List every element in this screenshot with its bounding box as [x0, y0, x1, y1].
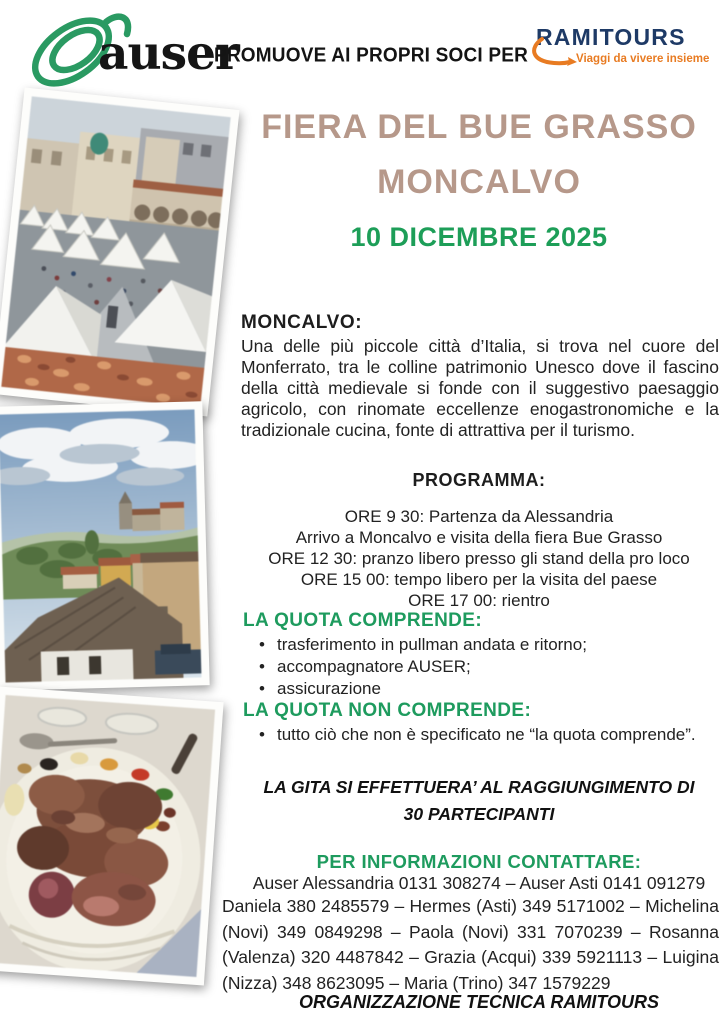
promo-text: PROMUOVE AI PROPRI SOCI PER [214, 44, 529, 67]
includes-item: • trasferimento in pullman andata e ritorno; [243, 634, 721, 656]
participants-note: LA GITA SI EFFETTUERA’ AL RAGGIUNGIMENTO DI 30 PARTECIPANTI [263, 777, 695, 824]
excludes-list [243, 724, 721, 746]
contacts-heading: PER INFORMAZIONI CONTATTARE: [316, 851, 642, 872]
includes-list [243, 634, 721, 700]
ramitours-swoosh-icon [528, 37, 580, 73]
photo-bollito-dish [0, 686, 224, 985]
contacts-body: Daniela 380 2485579 – Hermes (Asti) 349 5171002 – Michelina (Novi) 349 0849298 – Paola (Novi) 331 7070239 – Rosanna (Valenza) 320 4487842 – Grazia (Acqui) 339 5921113 – Luigina (Nizza) 348 8623095 – Maria (Trino) 347 1579229 [222, 896, 719, 993]
excludes-heading: LA QUOTA NON COMPRENDE: [243, 700, 532, 721]
contacts-offices: Auser Alessandria 0131 308274 – Auser Asti 0141 091279 [252, 873, 706, 893]
includes-section [243, 610, 721, 700]
program-list [240, 506, 718, 611]
event-title-line1: FIERA DEL BUE GRASSO [261, 108, 697, 146]
ramitours-logo [536, 24, 721, 73]
photo-fiera-tents [0, 88, 240, 417]
program-heading: PROGRAMMA: [412, 470, 546, 490]
about-section [241, 312, 719, 441]
includes-item: • assicurazione [243, 678, 721, 700]
program-item: ORE 9 30: Partenza da Alessandria [344, 507, 614, 526]
photo-moncalvo-village [0, 401, 210, 690]
includes-heading: LA QUOTA COMPRENDE: [243, 610, 483, 631]
ramitours-logo-text: RAMITOURS [536, 24, 686, 50]
about-paragraph: Una delle più piccole città d’Italia, si trova nel cuore del Monferrato, tra le colline patrimonio Unesco dove il fascino della città medievale si fonde con il suggestivo paesaggio agricolo, con rinomate eccellenze enogastronomiche e la tradizionale cucina, fonte di attrattiva per il turismo. [241, 336, 719, 440]
ramitours-tagline: Viaggi da vivere insieme [576, 53, 710, 65]
program-item: ORE 15 00: tempo libero per la visita del paese [300, 570, 658, 589]
excludes-item: • tutto ciò che non è specificato ne “la quota comprende”. [243, 724, 721, 746]
event-title-line2: MONCALVO [377, 163, 581, 201]
includes-item: • accompagnatore AUSER; [243, 656, 721, 678]
footer-organization: ORGANIZZAZIONE TECNICA RAMITOURS [299, 992, 659, 1012]
title-block [240, 108, 718, 253]
program-item: ORE 12 30: pranzo libero presso gli stand della pro loco [268, 549, 690, 568]
program-item: ORE 17 00: rientro [408, 591, 550, 610]
program-item: Arrivo a Moncalvo e visita della fiera Bue Grasso [295, 528, 663, 547]
about-heading: MONCALVO: [241, 312, 363, 333]
auser-logo [20, 8, 239, 88]
auser-logo-text: auser [98, 26, 239, 81]
excludes-section [243, 700, 721, 746]
program-section [240, 470, 718, 611]
event-date: 10 DICEMBRE 2025 [350, 222, 608, 252]
